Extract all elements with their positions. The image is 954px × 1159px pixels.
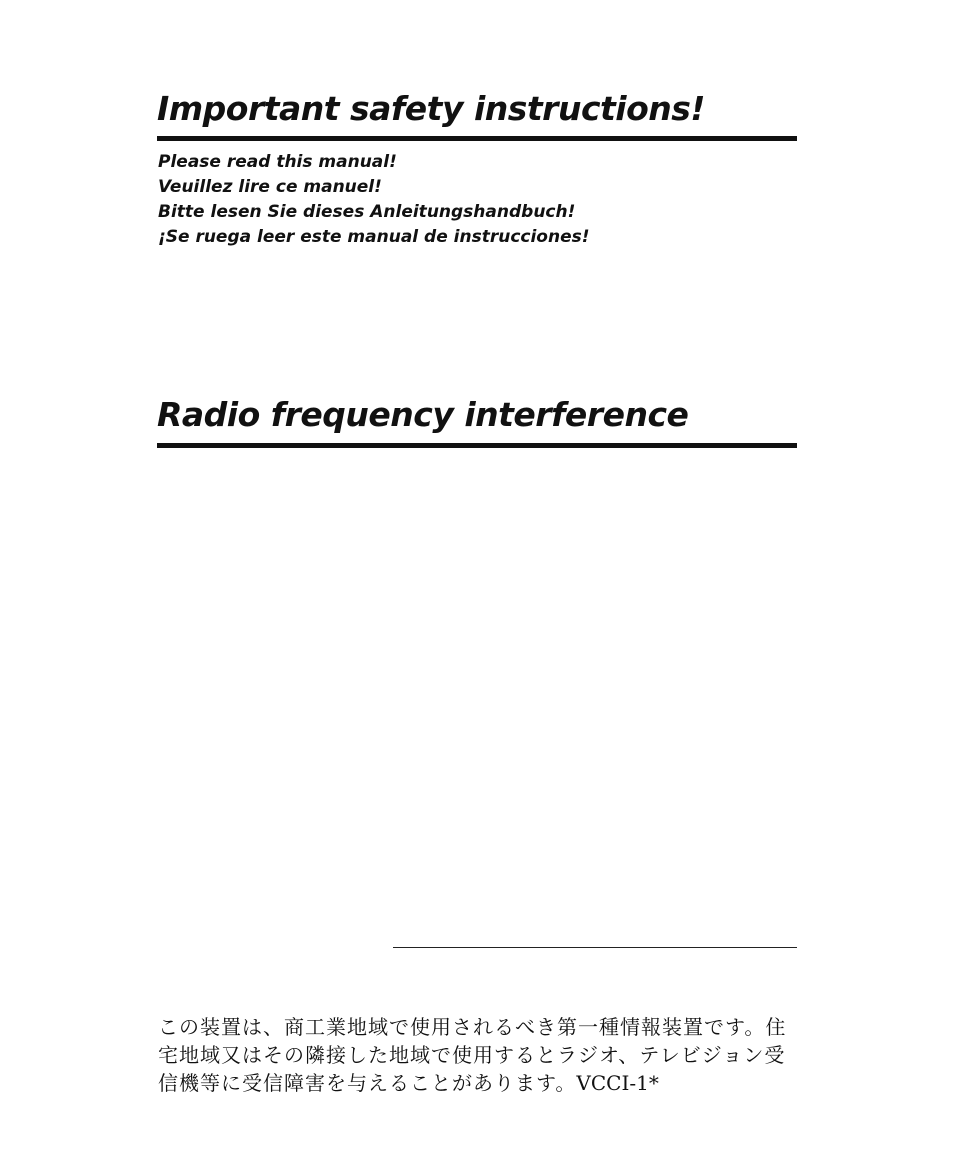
read-manual-notice [158,150,589,250]
notice-line-english: Please read this manual! [158,152,397,172]
heading-rule [157,136,797,141]
rfi-heading: Radio frequency interference [157,395,689,434]
heading-rule [157,443,797,448]
safety-heading: Important safety instructions! [157,89,705,128]
vcci-code: VCCI-1* [576,1071,659,1095]
footnote-divider [393,947,797,948]
notice-line-german: Bitte lesen Sie dieses Anleitungshandbuch! [158,202,576,222]
vcci-notice [158,1013,803,1097]
notice-line-french: Veuillez lire ce manuel! [158,177,382,197]
notice-line-spanish: ¡Se ruega leer este manual de instrucciones! [158,227,590,247]
vcci-notice-text: この装置は、商工業地域で使用されるべき第一種情報装置です。住宅地域又はその隣接した地域で使用するとラジオ、テレビジョン受信機等に受信障害を与えることがあります。 [158,1015,787,1095]
